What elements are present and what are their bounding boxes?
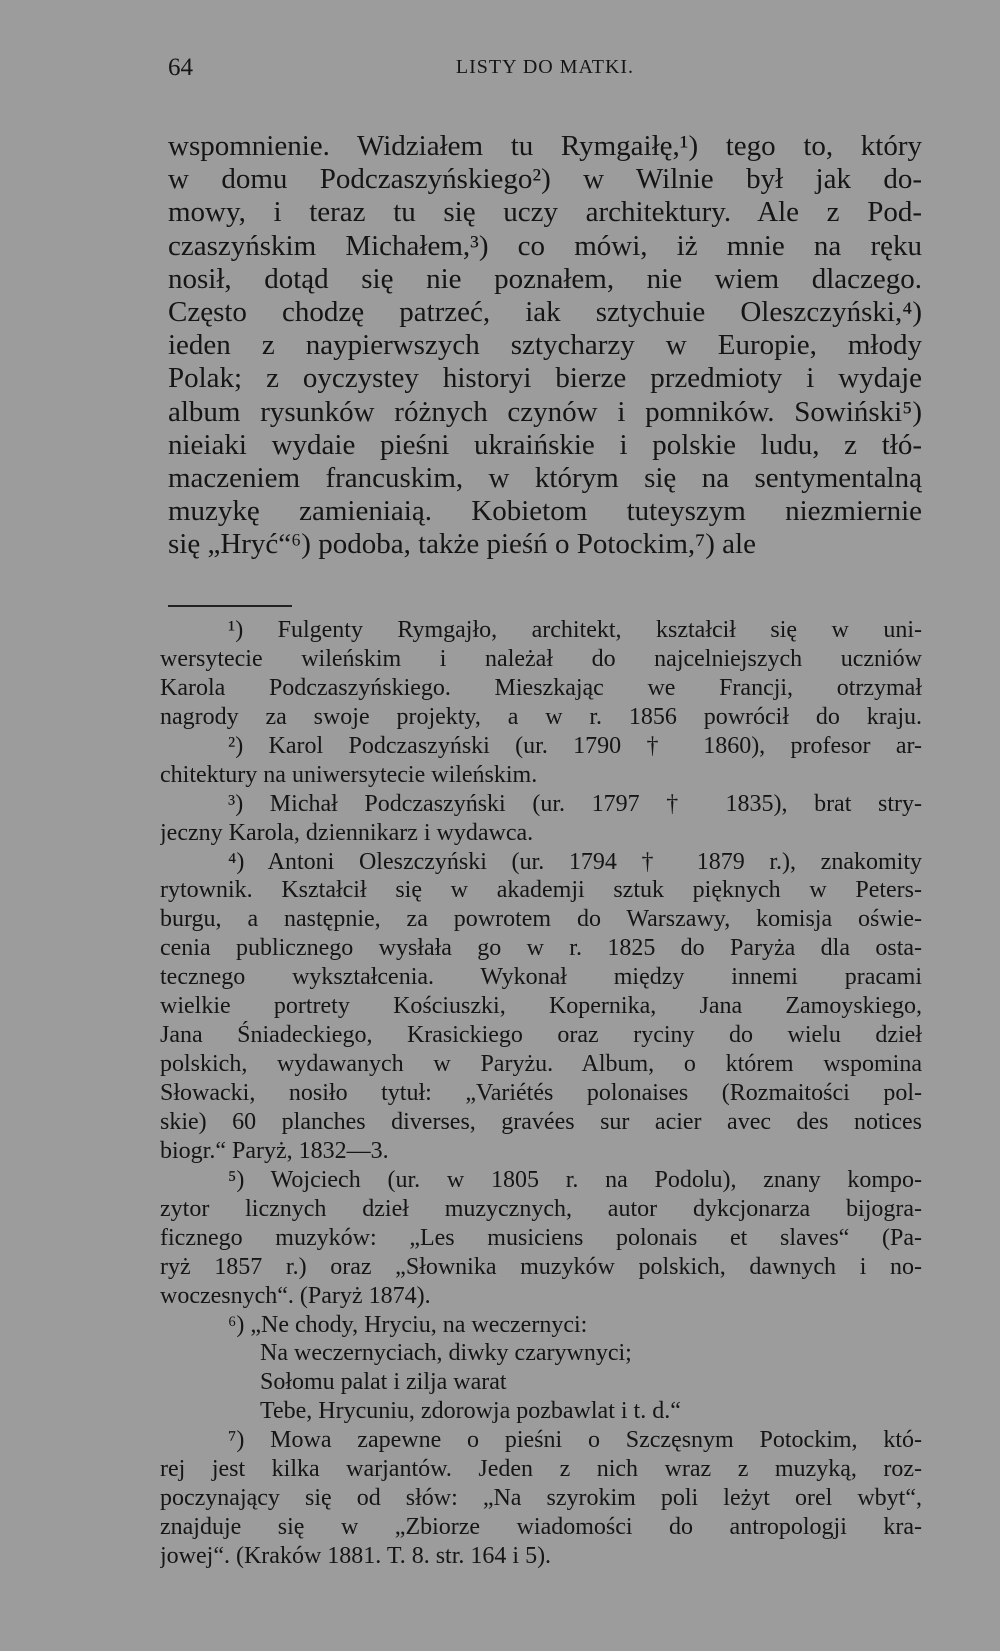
- running-head: LISTY DO MATKI.: [455, 56, 635, 78]
- footnote-line: skie) 60 planches diverses, gravées sur acier avec des notices: [160, 1108, 922, 1135]
- footnote-line: Słowacki, nosiło tytuł: „Variétés polonaises (Rozmaitości pol-: [160, 1080, 922, 1106]
- footnote-line: Jana Śniadeckiego, Krasickiego oraz ryciny do wielu dzieł: [160, 1022, 922, 1049]
- footnote-line: ⁵) Wojciech (ur. w 1805 r. na Podolu), znany kompo-: [228, 1166, 922, 1193]
- footnote-line: Karola Podczaszyńskiego. Mieszkając we Francji, otrzymał: [160, 674, 922, 701]
- page-number: 64: [168, 54, 193, 81]
- footnote-line: wielkie portrety Kościuszki, Kopernika, Jana Zamoyskiego,: [160, 993, 922, 1020]
- text-line: nieiaki wydaie pieśni ukraińskie i polskie ludu, z tłó-: [168, 428, 922, 461]
- verse-line: Tebe, Hrycuniu, zdorowja pozbawlat i t. d.“: [260, 1398, 681, 1425]
- footnote-line: burgu, a następnie, za powrotem do Warszawy, komisja oświe-: [160, 906, 922, 933]
- footnote-line: biogr.“ Paryż, 1832—3.: [160, 1137, 389, 1164]
- footnote-line: cenia publicznego wysłała go w r. 1825 do Paryża dla osta-: [160, 935, 922, 962]
- footnote-line: znajduje się w „Zbiorze wiadomości do antropologji kra-: [160, 1514, 922, 1541]
- footnote-line: polskich, wydawanych w Paryżu. Album, o którem wspomina: [160, 1051, 922, 1078]
- footnote-line: zytor licznych dzieł muzycznych, autor dykcjonarza bijogra-: [160, 1195, 922, 1222]
- footnote-line: ²) Karol Podczaszyński (ur. 1790 † 1860), profesor ar-: [228, 732, 922, 759]
- footnote-separator: [168, 605, 292, 607]
- footnote-line: wersytecie wileńskim i należał do najcelniejszych uczniów: [160, 645, 922, 672]
- footnote-line: jowej“. (Kraków 1881. T. 8. str. 164 i 5).: [160, 1543, 552, 1569]
- main-text: [168, 130, 922, 561]
- footnote-line: rytownik. Kształcił się w akademji sztuk pięknych w Peters-: [160, 877, 922, 904]
- footnote-line: tecznego wykształcenia. Wykonał między innemi pracami: [160, 964, 922, 991]
- footnote-line: ryż 1857 r.) oraz „Słownika muzyków polskich, dawnych i no-: [160, 1253, 922, 1280]
- text-line: nosił, dotąd się nie poznałem, nie wiem dlaczego.: [168, 262, 922, 295]
- text-line: muzykę zamieniaią. Kobietom tuteyszym niezmiernie: [168, 495, 922, 528]
- text-line: Polak; z oyczystey historyi bierze przedmioty i wydaje: [168, 362, 922, 395]
- footnote-line: woczesnych“. (Paryż 1874).: [160, 1282, 431, 1309]
- text-line: maczeniem francuskim, w którym się na sentymentalną: [168, 461, 922, 494]
- text-line: czaszyńskim Michałem,³) co mówi, iż mnie na ręku: [168, 229, 922, 262]
- verse-line: Na weczernyciach, diwky czarywnyci;: [260, 1340, 632, 1367]
- text-line: Często chodzę patrzeć, iak sztychuie Oleszczyński,⁴): [168, 295, 922, 328]
- text-line: ieden z naypierwszych sztycharzy w Europie, młody: [168, 329, 922, 362]
- text-line: mowy, i teraz tu się uczy architektury. Ale z Pod-: [168, 196, 922, 229]
- footnote-line: chitektury na uniwersytecie wileńskim.: [160, 761, 538, 788]
- footnote-line: jeczny Karola, dziennikarz i wydawca.: [160, 819, 534, 846]
- footnote-line: rej jest kilka warjantów. Jeden z nich wraz z muzyką, roz-: [160, 1456, 922, 1483]
- footnotes: [160, 616, 922, 1571]
- page-header: [168, 54, 922, 90]
- footnote-line: ⁷) Mowa zapewne o pieśni o Szczęsnym Potockim, któ-: [228, 1427, 922, 1454]
- footnote-line: ¹) Fulgenty Rymgajło, architekt, kształcił się w uni-: [228, 617, 922, 643]
- verse-line: Sołomu palat i zilja warat: [260, 1369, 507, 1396]
- footnote-line: ³) Michał Podczaszyński (ur. 1797 † 1835), brat stry-: [228, 790, 922, 817]
- footnote-line: ficznego muzyków: „Les musiciens polonais et slaves“ (Pa-: [160, 1224, 922, 1251]
- footnote-line: poczynający się od słów: „Na szyrokim poli leżyt orel wbyt“,: [160, 1485, 922, 1512]
- footnote-line: ⁴) Antoni Oleszczyński (ur. 1794 † 1879 r.), znakomity: [228, 848, 922, 875]
- text-line: album rysunków różnych czynów i pomników. Sowiński⁵): [168, 395, 922, 428]
- text-line: się „Hryć“⁶) podoba, także pieśń o Potockim,⁷) ale: [168, 528, 756, 561]
- footnote-line: ⁶) „Ne chody, Hryciu, na weczernyci:: [228, 1311, 588, 1338]
- text-line: wspomnienie. Widziałem tu Rymgaiłę,¹) tego to, który: [168, 130, 922, 162]
- text-line: w domu Podczaszyńskiego²) w Wilnie był jak do-: [168, 163, 922, 196]
- footnote-line: nagrody za swoje projekty, a w r. 1856 powrócił do kraju.: [160, 703, 922, 730]
